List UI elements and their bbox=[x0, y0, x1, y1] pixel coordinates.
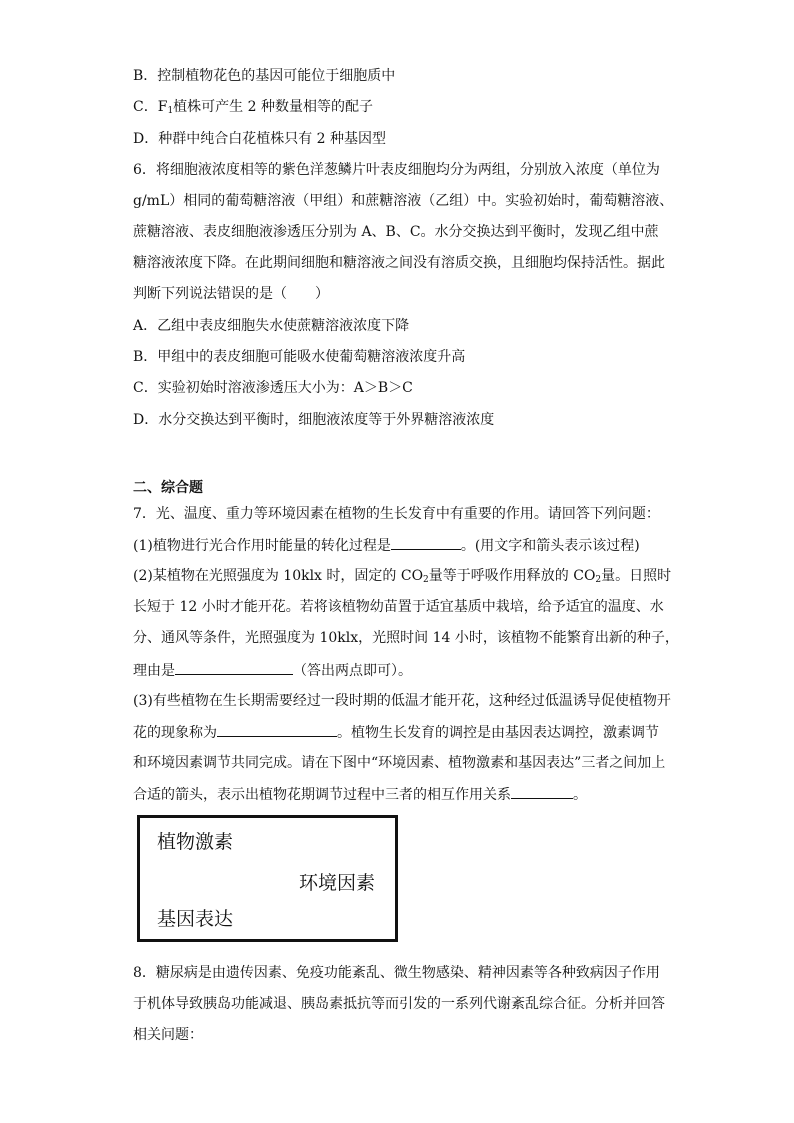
regulation-diagram bbox=[137, 815, 398, 942]
q8-stem-line: 于机体导致胰岛功能减退、胰岛素抵抗等而引发的一系列代谢紊乱综合征。分析并回答 bbox=[133, 996, 665, 1012]
q5-option-c-suffix: 植株可产生 2 种数量相等的配子 bbox=[173, 99, 373, 115]
q6-stem-line: 6．将细胞液浓度相等的紫色洋葱鳞片叶表皮细胞均分为两组，分别放入浓度（单位为 bbox=[133, 162, 660, 178]
q5-option-c bbox=[133, 97, 373, 121]
q8-stem-line: 8．糖尿病是由遗传因素、免疫功能紊乱、微生物感染、精神因素等各种致病因子作用 bbox=[133, 965, 660, 981]
diagram-label-gene: 基因表达 bbox=[157, 908, 234, 930]
q6-stem-line: g/mL）相同的葡萄糖溶液（甲组）和蔗糖溶液（乙组）中。实验初始时，葡萄糖溶液、 bbox=[133, 193, 674, 209]
q6-option-c: C．实验初始时溶液渗透压大小为：A＞B＞C bbox=[133, 380, 413, 396]
q7-part1-note: 。(用文字和箭头表示该过程) bbox=[460, 538, 640, 554]
q6-stem-line: 糖溶液浓度下降。在此期间细胞和糖溶液之间没有溶质交换，且细胞均保持活性。据此 bbox=[133, 255, 665, 271]
q6-option-d: D．水分交换达到平衡时，细胞液浓度等于外界糖溶液浓度 bbox=[133, 412, 495, 428]
q7-part1-text: (1)植物进行光合作用时能量的转化过程是 bbox=[133, 538, 391, 554]
answer-blank[interactable] bbox=[175, 660, 293, 675]
q7-part2-text: 理由是 bbox=[133, 663, 175, 679]
q7-part2-line bbox=[133, 660, 412, 681]
q7-part3-line: (3)有些植物在生长期需要经过一段时期的低温才能开花，这种经过低温诱导促使植物开 bbox=[133, 693, 671, 709]
diagram-label-hormone: 植物激素 bbox=[157, 831, 234, 853]
q6-stem-line: 判断下列说法错误的是（ ） bbox=[133, 286, 329, 302]
q7-part2-line: 分、通风等条件，光照强度为 10klx，光照时间 14 小时，该植物不能繁育出新的种子， bbox=[133, 630, 679, 646]
q7-part3-text: 合适的箭头，表示出植物花期调节过程中三者的相互作用关系 bbox=[133, 787, 511, 803]
q5-option-d: D．种群中纯合白花植株只有 2 种基因型 bbox=[133, 131, 387, 147]
q7-part2-note: （答出两点即可）。 bbox=[293, 663, 412, 679]
diagram-label-environment: 环境因素 bbox=[299, 872, 376, 894]
q7-part3-line: 和环境因素调节共同完成。请在下图中“环境因素、植物激素和基因表达”三者之间加上 bbox=[133, 755, 666, 771]
q7-part3-line bbox=[133, 722, 659, 743]
q6-option-a: A．乙组中表皮细胞失水使蔗糖溶液浓度下降 bbox=[133, 318, 410, 334]
subscript: 2 bbox=[423, 575, 429, 585]
q7-part2-text: 量等于呼吸作用释放的 CO bbox=[428, 568, 596, 584]
q5-option-b: B．控制植物花色的基因可能位于细胞质中 bbox=[133, 68, 396, 84]
q7-part3-text: 。植物生长发育的调控是由基因表达调控，激素调节 bbox=[337, 725, 659, 741]
answer-blank[interactable] bbox=[217, 722, 337, 737]
q6-option-b: B．甲组中的表皮细胞可能吸水使葡萄糖溶液浓度升高 bbox=[133, 349, 466, 365]
q7-part2-line: 长短于 12 小时才能开花。若将该植物幼苗置于适宜基质中栽培，给予适宜的温度、水 bbox=[133, 599, 664, 615]
q7-part3-line bbox=[133, 784, 587, 805]
q6-stem-line: 蔗糖溶液、表皮细胞液渗透压分别为 A、B、C。水分交换达到平衡时，发现乙组中蔗 bbox=[133, 224, 659, 240]
section-title: 二、综合题 bbox=[133, 480, 203, 496]
q7-part2-text: 量。日照时 bbox=[601, 568, 672, 584]
q7-stem: 7．光、温度、重力等环境因素在植物的生长发育中有重要的作用。请回答下列问题： bbox=[133, 506, 660, 522]
q5-option-c-prefix: C．F bbox=[133, 99, 168, 115]
q7-part3-text: 。 bbox=[573, 787, 587, 803]
subscript: 1 bbox=[167, 106, 174, 116]
answer-blank[interactable] bbox=[511, 784, 573, 799]
q7-part2-line bbox=[133, 566, 671, 590]
q8-stem-line: 相关问题： bbox=[133, 1027, 203, 1043]
subscript: 2 bbox=[595, 575, 602, 585]
q7-part2-text: (2)某植物在光照强度为 10klx 时，固定的 CO bbox=[133, 568, 424, 584]
q7-part1 bbox=[133, 535, 640, 556]
answer-blank[interactable] bbox=[391, 535, 461, 550]
q7-part3-text: 花的现象称为 bbox=[133, 725, 217, 741]
